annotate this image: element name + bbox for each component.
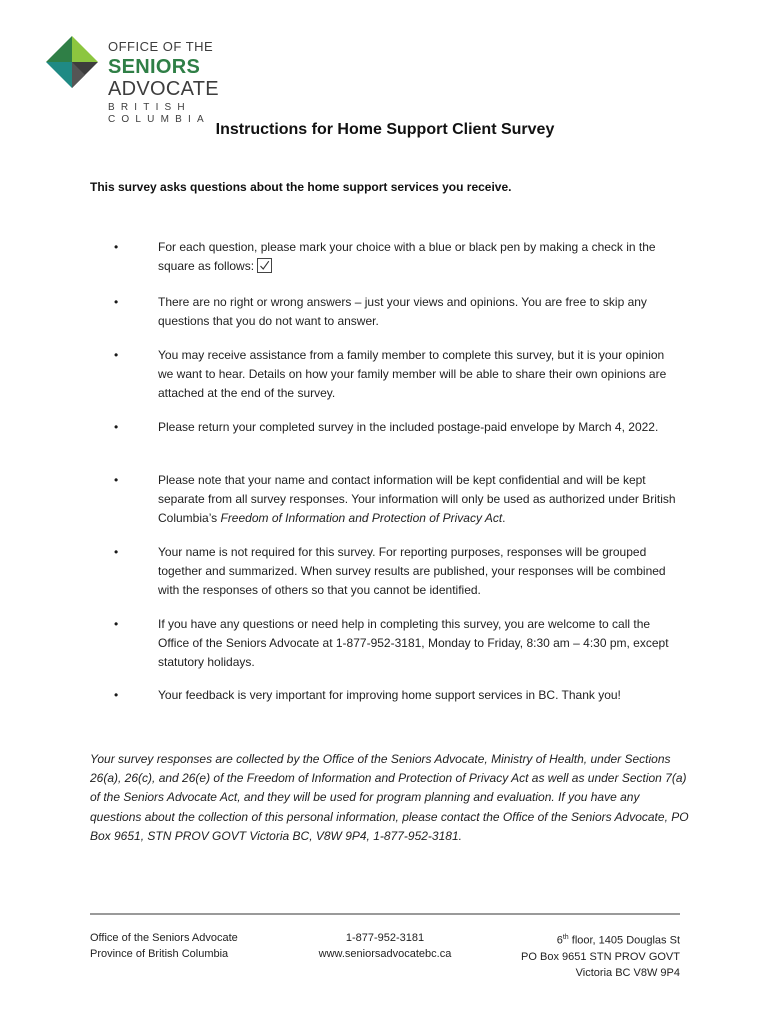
footer-contact <box>300 930 470 962</box>
intro-text: This survey asks questions about the home support services you receive. <box>90 180 512 194</box>
logo <box>44 34 284 125</box>
footer-province: Province of British Columbia <box>90 948 229 960</box>
footer-address-line-1 <box>480 930 680 949</box>
logo-line-bc: BRITISH COLUMBIA <box>108 102 210 125</box>
footer-address-line-3: Victoria BC V8W 9P4 <box>575 966 680 979</box>
bullet-dot: • <box>114 473 119 487</box>
bullet-dot: • <box>114 240 119 254</box>
footer-organization <box>90 930 238 962</box>
bullet-text-1: For each question, please mark your choice with a blue or black pen by making a check in the square as follows: <box>158 240 656 273</box>
logo-advocate: ADVOCATE <box>108 78 219 100</box>
footer-street: floor, 1405 Douglas St <box>568 934 680 947</box>
bullet-text-8: Your feedback is very important for improving home support services in BC. Thank you! <box>158 688 621 702</box>
bullet-dot: • <box>114 295 119 309</box>
privacy-notice: Your survey responses are collected by the Office of the Seniors Advocate, Ministry of Health, under Sections 26(a), 26(c), and 26(e) of the Freedom of Information and Protection of Privacy Act as well as under Section 7(a) of the Seniors Advocate Act, and they will be used for program planning and evaluation. If you have any questions about the collection of this personal information, please contact the Office of the Seniors Advocate, PO Box 9651, STN PROV GOVT Victoria BC, V8W 9P4, 1-877-952-3181. <box>90 752 689 843</box>
footer-floor-suffix: th <box>562 934 569 941</box>
bullet-text-2: There are no right or wrong answers – just your views and opinions. You are free to skip any questions that you do not want to answer. <box>158 295 647 328</box>
logo-line-seniors-advocate <box>108 56 284 100</box>
bullet-text-7: If you have any questions or need help in completing this survey, you are welcome to call the Office of the Seniors Advocate at 1-877-952-3181, Monday to Friday, 8:30 am – 4:30 pm, except statutory holidays. <box>158 617 669 669</box>
list-item-text <box>158 471 680 528</box>
logo-wordmark <box>108 40 284 126</box>
logo-line-office: OFFICE OF THE <box>108 39 214 54</box>
bullet-dot: • <box>114 348 119 362</box>
footer-address <box>480 930 680 981</box>
footer-website-link[interactable]: www.seniorsadvocatebc.ca <box>318 948 452 960</box>
bullet-dot: • <box>114 617 119 631</box>
checked-box-icon <box>257 258 272 273</box>
list-item-text <box>158 238 680 276</box>
seniors-advocate-logo-mark-icon <box>44 34 100 90</box>
bullet-text-3: You may receive assistance from a family member to complete this survey, but it is your opinion we want to hear. Details on how your family member will be able to share their own opinions are attached at the end of the survey. <box>158 348 667 400</box>
bullet-text-5-end: . <box>502 511 506 525</box>
footer-org-name: Office of the Seniors Advocate <box>90 932 238 944</box>
bullet-dot: • <box>114 688 119 702</box>
bullet-text-6: Your name is not required for this survey. For reporting purposes, responses will be grouped together and summarized. When survey results are published, your responses will be combined with the responses of others so that you cannot be identified. <box>158 545 666 597</box>
footer-phone: 1-877-952-3181 <box>345 932 425 944</box>
footer-floor-number: 6 <box>556 934 563 947</box>
logo-seniors: SENIORS <box>108 56 201 78</box>
bullet-dot: • <box>114 420 119 434</box>
bullet-text-5: Please note that your name and contact information will be kept confidential and will be kept separate from all survey responses. Your information will only be used as authorized under British Columbia’s <box>158 473 676 525</box>
footer-divider <box>90 913 680 915</box>
footer-address-line-2: PO Box 9651 STN PROV GOVT <box>521 950 680 963</box>
page-title: Instructions for Home Support Client Survey <box>215 121 555 138</box>
bullet-dot: • <box>114 545 119 559</box>
bullet-text-5-act-title: Freedom of Information and Protection of Privacy Act <box>220 511 503 525</box>
bullet-text-4: Please return your completed survey in the included postage-paid envelope by March 4, 2022. <box>158 420 659 434</box>
